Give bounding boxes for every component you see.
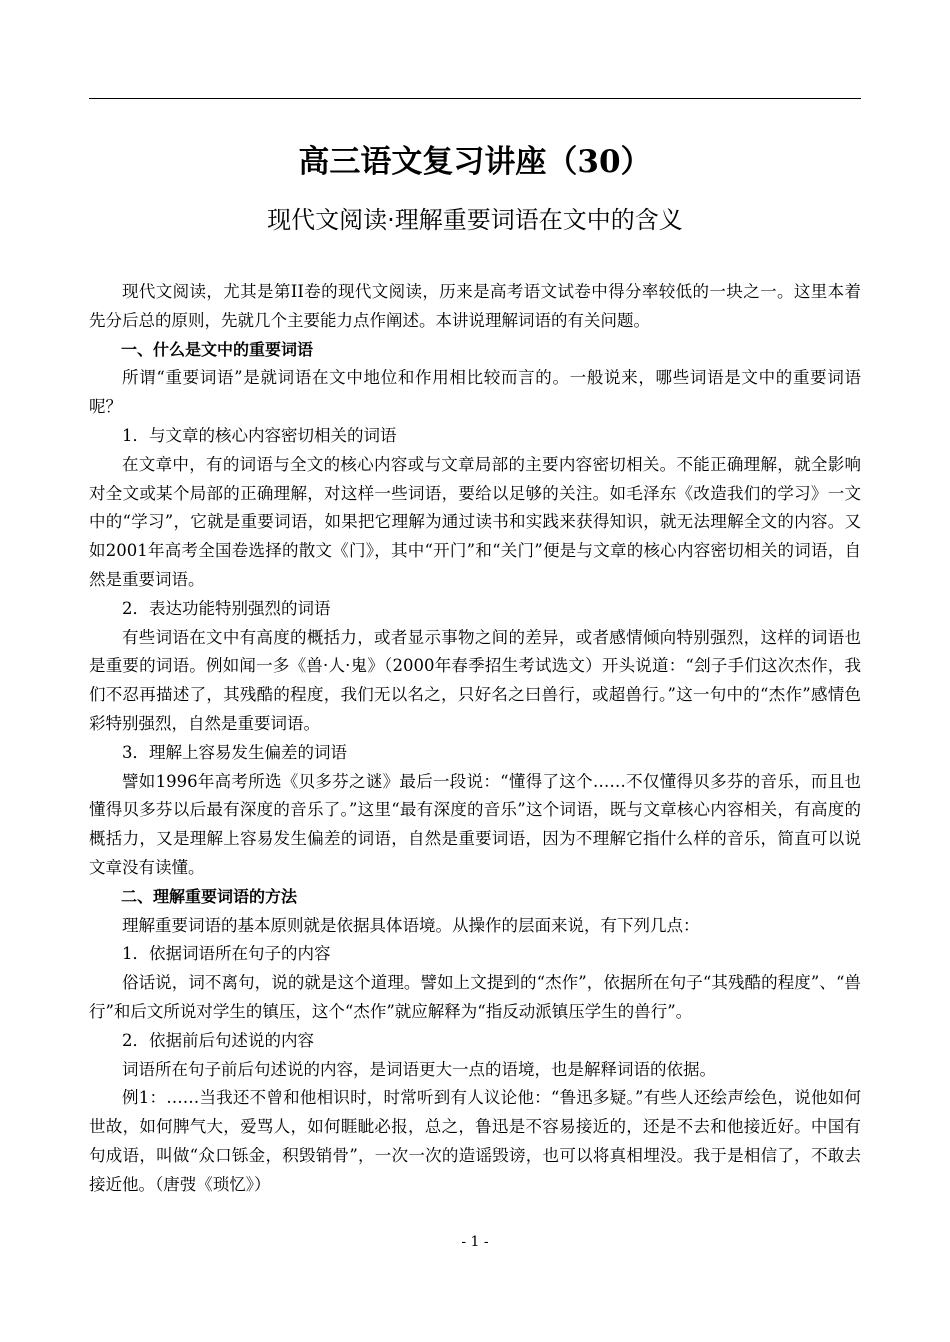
header-rule	[89, 98, 861, 99]
paragraph: 譬如1996年高考所选《贝多芬之谜》最后一段说：“懂得了这个……不仅懂得贝多芬的音乐，而且也懂得贝多芬以后最有深度的音乐了。”这里“最有深度的音乐”这个词语，既与文章核心内容相关，有高度的概括力，又是理解上容易发生偏差的词语，自然是重要词语，因为不理解它指什么样的音乐，简直可以说文章没有读懂。	[89, 771, 861, 877]
paragraph: 俗话说，词不离句，说的就是这个道理。譬如上文提到的“杰作”，依据所在句子“其残酷的程度”、“兽行”和后文所说对学生的镇压，这个“杰作”就应解释为“指反动派镇压学生的兽行”。	[89, 973, 861, 1021]
paragraph: 理解重要词语的基本原则就是依据具体语境。从操作的层面来说，有下列几点：	[122, 915, 700, 935]
subheading: 2．表达功能特别强烈的词语	[122, 598, 331, 618]
subheading: 1．依据词语所在句子的内容	[122, 944, 331, 964]
page-number: - 1 -	[461, 1234, 489, 1250]
page-subtitle: 现代文阅读·理解重要词语在文中的含义	[267, 206, 683, 234]
section-heading: 二、理解重要词语的方法	[121, 886, 298, 906]
subheading: 1．与文章的核心内容密切相关的词语	[122, 425, 397, 445]
paragraph: 有些词语在文中有高度的概括力，或者显示事物之间的差异，或者感情倾向特别强烈，这样的词语也是重要的词语。例如闻一多《兽·人·鬼》（2000年春季招生考试选文）开头说道：“刽子手们这次杰作，我们不忍再描述了，其残酷的程度，我们无以名之，只好名之曰兽行，或超兽行。”这一句中的“杰作”感情色彩特别强烈，自然是重要词语。	[89, 627, 861, 733]
paragraph: 所谓“重要词语”是就词语在文中地位和作用相比较而言的。一般说来，哪些词语是文中的重要词语呢？	[89, 368, 861, 417]
paragraph: 现代文阅读，尤其是第II卷的现代文阅读，历来是高考语文试卷中得分率较低的一块之一。这里本着先分后总的原则，先就几个主要能力点作阐述。本讲说理解词语的有关问题。	[89, 282, 861, 330]
paragraph: 例1：……当我还不曾和他相识时，时常听到有人议论他：“鲁迅多疑。”有些人还绘声绘色，说他如何世故，如何脾气大，爱骂人，如何睚眦必报，总之，鲁迅是不容易接近的，还是不去和他接近好。中国有句成语，叫做“众口铄金，积毁销骨”，一次一次的造谣毁谤，也可以将真相埋没。我于是相信了，不敢去接近他。（唐弢《琐忆》）	[89, 1088, 861, 1194]
paragraph: 词语所在句子前后句述说的内容，是词语更大一点的语境，也是解释词语的依据。	[122, 1059, 716, 1079]
page-title: 高三语文复习讲座（30）	[298, 144, 652, 180]
paragraph: 在文章中，有的词语与全文的核心内容或与文章局部的主要内容密切相关。不能正确理解，就全影响对全文或某个局部的正确理解，对这样一些词语，要给以足够的关注。如毛泽东《改造我们的学习》一文中的“学习”，它就是重要词语，如果把它理解为通过读书和实践来获得知识，就无法理解全文的内容。又如2001年高考全国卷选择的散文《门》，其中“开门”和“关门”便是与文章的核心内容密切相关的词语，自然是重要词语。	[89, 454, 861, 589]
document-body	[89, 278, 861, 1200]
subheading: 3．理解上容易发生偏差的词语	[122, 742, 347, 762]
section-heading: 一、什么是文中的重要词语	[121, 339, 314, 359]
subheading: 2．依据前后句述说的内容	[122, 1030, 314, 1050]
